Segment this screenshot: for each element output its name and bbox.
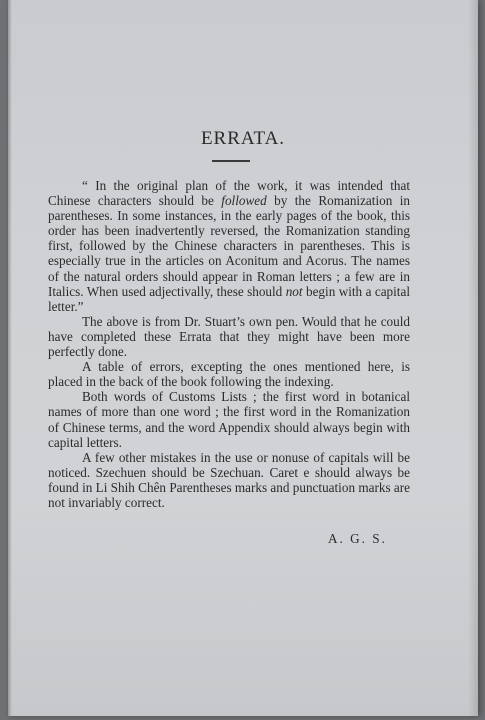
page-title: ERRATA.	[200, 128, 286, 149]
title-divider	[212, 160, 250, 162]
paragraph: A few other mistakes in the use or nonuse of capitals will be noticed. Szechuen should be Szechuan. Caret e should always be found in Li Shih Chên Parentheses marks and punctuation marks are not invariably correct.	[48, 449, 410, 510]
page-edge-shadow	[468, 0, 478, 716]
book-page	[8, 0, 478, 716]
signature-initials: A. G. S.	[328, 531, 387, 546]
italic-emphasis: not	[285, 283, 303, 299]
errata-body	[48, 178, 410, 510]
paragraph: The above is from Dr. Stuart’s own pen. Would that he could have completed these Errata that they might have been more perfectly done.	[48, 313, 410, 360]
paragraph: A table of errors, excepting the ones mentioned here, is placed in the back of the book following the indexing.	[48, 359, 410, 390]
paragraph: Both words of Customs Lists ; the first word in botanical names of more than one word ; the first word in the Romanization of Chinese terms, and the word Appendix should always begin with capital letters.	[48, 389, 410, 450]
quoted-paragraph: “ In the original plan of the work, it was intended that Chinese characters should be followed by the Romanization in parentheses. In some instances, in the early pages of the book, this order has been inadvertently reversed, the Romanization standing first, followed by the Chinese characters in parentheses. This is especially true in the articles on Aconitum and Acorus. The names of the natural orders should appear in Roman letters ; a few are in Italics. When used adjectivally, these should not begin with a capital letter.”	[48, 178, 410, 314]
page-gutter-shadow	[8, 0, 12, 716]
italic-emphasis: followed	[221, 193, 267, 209]
